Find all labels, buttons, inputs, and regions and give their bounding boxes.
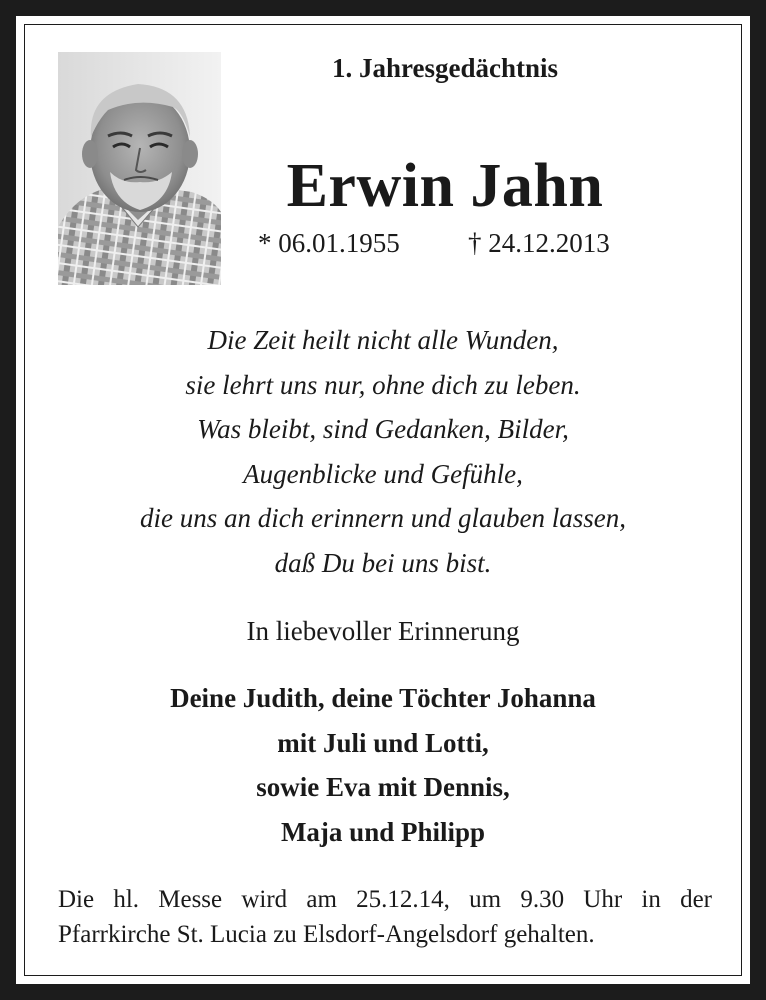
signatory-line: Deine Judith, deine Töchter Johanna xyxy=(170,683,596,713)
mass-line: Die hl. Messe wird am 25.12.14, um 9.30 Uhr in der xyxy=(58,886,712,913)
signatory-line: Maja und Philipp xyxy=(280,816,486,847)
poem-line: Was bleibt, sind Gedanken, Bilder, xyxy=(197,414,569,445)
memorial-poem xyxy=(40,318,726,586)
family-signatories xyxy=(40,676,726,854)
signatory-line: sowie Eva mit Dennis, xyxy=(256,772,510,803)
anniversary-heading: 1. Jahresgedächtnis xyxy=(331,53,559,83)
mass-line: Pfarrkirche St. Lucia zu Elsdorf-Angelsdorf gehalten. xyxy=(58,921,595,948)
poem-line: Die Zeit heilt nicht alle Wunden, xyxy=(207,325,559,355)
death-date: † 24.12.2013 xyxy=(468,228,610,258)
poem-line: sie lehrt uns nur, ohne dich zu leben. xyxy=(185,369,581,400)
remembrance-line: In liebevoller Erinnerung xyxy=(246,616,520,646)
birth-date: * 06.01.1955 xyxy=(258,228,400,258)
poem-line: die uns an dich erinnern und glauben lassen, xyxy=(140,503,626,534)
poem-line: Augenblicke und Gefühle, xyxy=(243,458,523,489)
signatory-line: mit Juli und Lotti, xyxy=(277,727,489,758)
mass-announcement xyxy=(58,882,712,952)
deceased-name: Erwin Jahn xyxy=(286,152,604,220)
portrait-photo xyxy=(58,52,221,285)
poem-line: daß Du bei uns bist. xyxy=(274,547,492,578)
